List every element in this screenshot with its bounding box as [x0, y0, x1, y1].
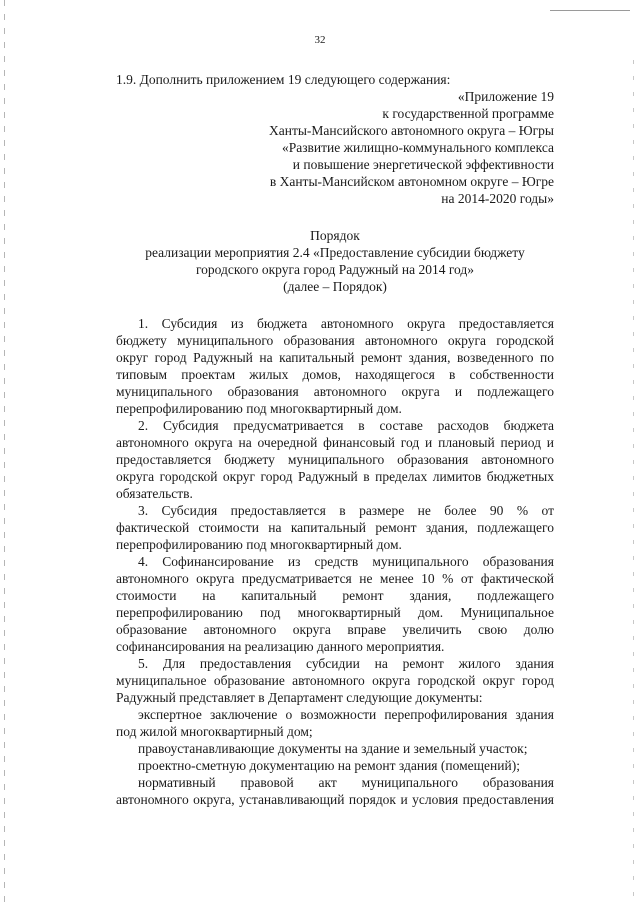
- body-line: автономного округа предусматривается не менее 10 % от фактической: [116, 571, 554, 586]
- list-item: экспертное заключение о возможности перепрофилирования здания: [138, 707, 554, 722]
- appendix-header-line: «Приложение 19: [457, 89, 554, 104]
- scan-edge-left: [4, 0, 5, 905]
- body-line: типовым проектам жилых домов, находящегося в собственности: [116, 367, 554, 382]
- title-line: реализации мероприятия 2.4 «Предоставление субсидии бюджету: [145, 245, 525, 260]
- body-line: округа городской округ город Радужный в пределах лимитов бюджетных: [116, 469, 554, 484]
- intro-line: 1.9. Дополнить приложением 19 следующего содержания:: [116, 72, 451, 87]
- appendix-header-line: в Ханты-Мансийском автономном округе – Югре: [269, 174, 554, 189]
- body-line: 3. Субсидия предоставляется в размере не более 90 % от: [138, 503, 554, 518]
- body-line: перепрофилированию под многоквартирный дом.: [116, 537, 402, 552]
- list-item-continuation: под жилой многоквартирный дом;: [116, 724, 313, 739]
- body-line: софинансирования на реализацию данного мероприятия.: [116, 639, 445, 654]
- paragraph-5: [116, 655, 554, 706]
- paragraph-3: [116, 502, 554, 553]
- title-line: (далее – Порядок): [283, 279, 387, 294]
- body-line: фактической стоимости на капитальный ремонт здания, подлежащего: [116, 520, 554, 535]
- body-line: предоставляется бюджету муниципального образования автономного: [116, 452, 554, 467]
- document-list: [116, 706, 554, 808]
- list-item: проектно-сметную документацию на ремонт здания (помещений);: [138, 758, 520, 773]
- body-line: муниципального образования автономного округа и подлежащего: [116, 384, 554, 399]
- document-body: [116, 71, 554, 808]
- list-item-continuation: автономного округа, устанавливающий порядок и условия предоставления: [116, 792, 554, 807]
- body-line: Радужный представляет в Департамент следующие документы:: [116, 690, 483, 705]
- paragraph-4: [116, 553, 554, 655]
- paragraph-2: [116, 417, 554, 502]
- appendix-header-line: Ханты-Мансийского автономного округа – Югры: [269, 123, 554, 138]
- scan-mark-top: [550, 10, 630, 11]
- title-line: городского округа город Радужный на 2014 год»: [195, 262, 475, 277]
- title-line: Порядок: [310, 228, 360, 243]
- appendix-header-line: к государственной программе: [382, 106, 554, 121]
- list-item: нормативный правовой акт муниципального образования: [138, 775, 554, 790]
- paragraph-1: [116, 315, 554, 417]
- body-line: перепрофилированию под многоквартирный дом.: [116, 401, 402, 416]
- body-line: обязательств.: [116, 486, 193, 501]
- body-line: автономного округа на очередной финансовый год и плановый период и: [116, 435, 554, 450]
- body-line: перепрофилированию под многоквартирный дом. Муниципальное: [116, 605, 554, 620]
- appendix-header-line: «Развитие жилищно-коммунального комплекса: [281, 140, 554, 155]
- body-line: 1. Субсидия из бюджета автономного округа предоставляется: [138, 316, 554, 331]
- appendix-header-line: на 2014-2020 годы»: [441, 191, 554, 206]
- body-line: 2. Субсидия предусматривается в составе расходов бюджета: [138, 418, 554, 433]
- scan-edge-right: [633, 60, 634, 900]
- body-line: округ город Радужный на капитальный ремонт здания, возведенного по: [116, 350, 554, 365]
- body-line: 5. Для предоставления субсидии на ремонт жилого здания: [138, 656, 554, 671]
- body-line: образование автономного округа вправе увеличить свою долю: [116, 622, 554, 637]
- list-item: правоустанавливающие документы на здание и земельный участок;: [138, 741, 528, 756]
- page-number: 32: [314, 34, 326, 46]
- body-line: стоимости на капитальный ремонт здания, подлежащего: [116, 588, 554, 603]
- appendix-header: [116, 88, 554, 207]
- body-line: муниципальное образование автономного округа городской округ город: [116, 673, 554, 688]
- body-line: бюджету муниципального образования автономного округа городской: [116, 333, 554, 348]
- body-line: 4. Софинансирование из средств муниципального образования: [138, 554, 554, 569]
- appendix-header-line: и повышение энергетической эффективности: [292, 157, 554, 172]
- document-title: [116, 227, 554, 295]
